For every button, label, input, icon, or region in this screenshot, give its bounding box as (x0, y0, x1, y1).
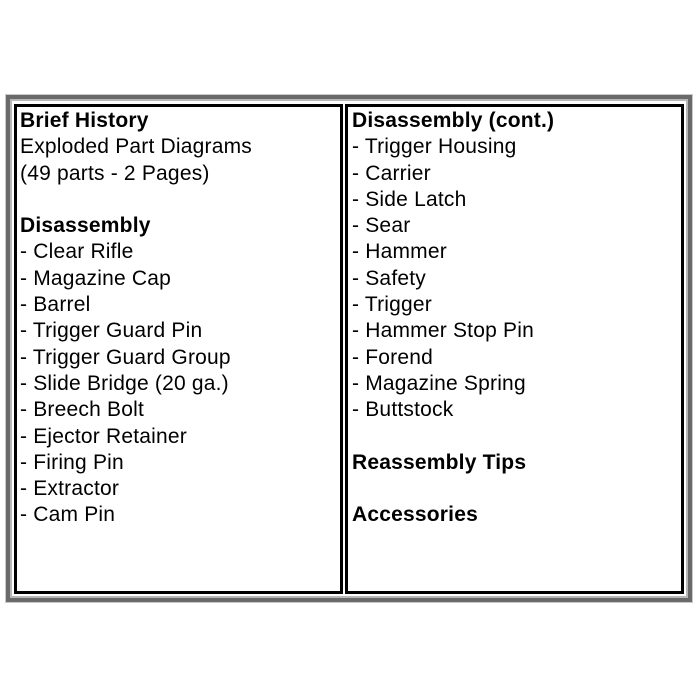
toc-entry: (49 parts - 2 Pages) (20, 161, 210, 185)
toc-entry: - Clear Rifle (20, 240, 134, 264)
toc-blank-line (20, 187, 340, 213)
toc-entry: - Breech Bolt (20, 398, 144, 422)
toc-entry: - Magazine Spring (352, 371, 526, 395)
toc-section-heading: Brief History (20, 109, 149, 132)
toc-entry: - Forend (352, 345, 433, 369)
toc-entry: - Extractor (20, 477, 120, 501)
toc-blank-line (352, 424, 681, 450)
toc-section-heading: Accessories (352, 503, 478, 527)
toc-entry: - Trigger (352, 293, 432, 317)
toc-entry: - Safety (352, 266, 426, 290)
toc-entry: - Ejector Retainer (20, 424, 187, 448)
toc-entry: - Hammer (352, 240, 447, 264)
toc-entry: - Cam Pin (20, 503, 116, 527)
toc-column-right (345, 104, 684, 594)
toc-entry: - Sear (352, 214, 411, 238)
toc-entry: - Trigger Housing (352, 135, 517, 159)
toc-entry: Exploded Part Diagrams (20, 135, 253, 159)
toc-entry: - Trigger Guard Group (20, 345, 231, 369)
toc-entry: - Slide Bridge (20 ga.) (20, 371, 229, 395)
toc-entry: - Buttstock (352, 398, 454, 422)
toc-entry: - Magazine Cap (20, 266, 172, 290)
toc-entry: - Firing Pin (20, 450, 124, 474)
toc-entry: - Trigger Guard Pin (20, 319, 203, 343)
toc-section-heading: Disassembly (cont.) (352, 109, 555, 132)
toc-column-left (14, 104, 343, 594)
toc-entry: - Side Latch (352, 187, 467, 211)
toc-entry: - Carrier (352, 161, 431, 185)
toc-section-heading: Disassembly (20, 214, 151, 238)
toc-section-heading: Reassembly Tips (352, 450, 527, 474)
toc-entry: - Barrel (20, 293, 91, 317)
toc-blank-line (352, 476, 681, 502)
toc-entry: - Hammer Stop Pin (352, 319, 534, 343)
contents-outer-frame (6, 95, 692, 602)
